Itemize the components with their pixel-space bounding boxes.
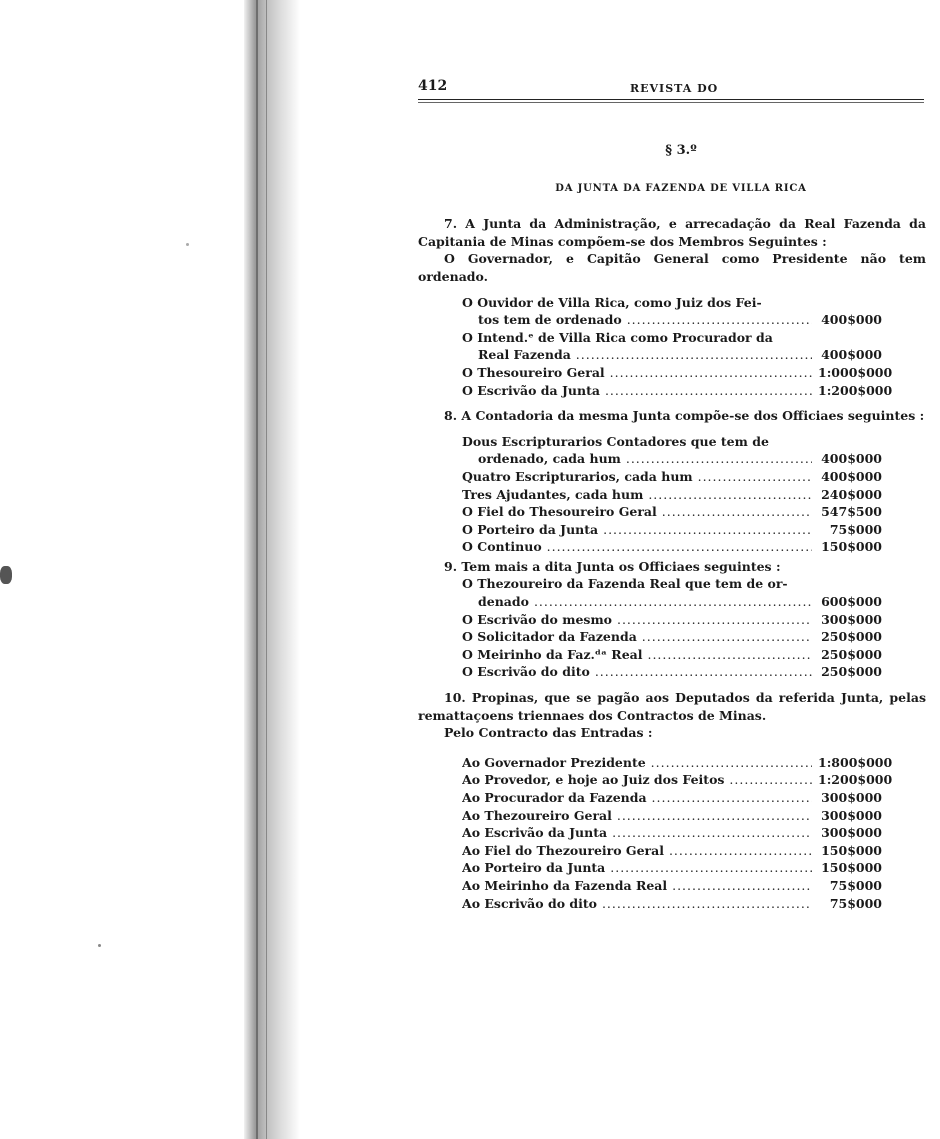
list-item: Ao Escrivão do dito ..... 75$000	[462, 895, 882, 913]
gutter-line	[266, 0, 267, 1139]
list-item: Ao Governador Prezidente ..... 1:800$000	[462, 754, 882, 772]
amount: 547$500	[821, 504, 882, 520]
page-speck	[0, 566, 12, 584]
amount: 400$000	[821, 312, 882, 328]
gutter-line	[256, 0, 258, 1139]
amount: 150$000	[821, 860, 882, 876]
list-item: Ao Porteiro da Junta ..... 150$000	[462, 859, 882, 877]
amount: 300$000	[821, 825, 882, 841]
list-item: Dous Escripturarios Contadores que tem de	[462, 433, 769, 449]
page-speck	[186, 243, 189, 246]
amount: 300$000	[821, 807, 882, 823]
book-gutter-shadow	[244, 0, 300, 1139]
header-rule	[418, 99, 924, 103]
amount: 75$000	[829, 877, 882, 893]
list-item: Real Fazenda ..... 400$000	[462, 346, 882, 364]
page-header	[418, 78, 926, 98]
list-item: O Intend.ᵉ de Villa Rica como Procurador da	[462, 329, 773, 345]
list-item: O Solicitador da Fazenda ..... 250$000	[462, 628, 882, 646]
amount: 75$000	[829, 521, 882, 537]
amount: 250$000	[821, 646, 882, 662]
amount: 240$000	[821, 486, 882, 502]
list-item: O Continuo ..... 150$000	[462, 538, 882, 556]
amount: 300$000	[821, 790, 882, 805]
list-item: tos tem de ordenado ..... 400$000	[462, 311, 882, 329]
paragraph-8: 8. A Contadoria da mesma Junta compõe-se dos Officiaes seguintes :	[444, 408, 925, 424]
list-item: O Thesoureiro Geral ..... 1:000$000	[462, 364, 882, 382]
list-item: Ao Meirinho da Fazenda Real ..... 75$000	[462, 877, 882, 895]
list-item: O Fiel do Thesoureiro Geral ..... 547$500	[462, 503, 882, 521]
paragraph-10: 10. Propinas, que se pagão aos Deputados da referida Junta, pelas remattaçoens triennaes dos Contractos de Minas.	[418, 690, 926, 723]
list-item: Ao Thezoureiro Geral ..... 300$000	[462, 807, 882, 825]
list-item: O Escrivão da Junta ..... 1:200$000	[462, 382, 882, 400]
amount: 300$000	[821, 611, 882, 627]
list-item: O Escrivão do dito ..... 250$000	[462, 663, 882, 681]
list-item: Ao Escrivão da Junta ..... 300$000	[462, 824, 882, 842]
section-heading: DA JUNTA DA FAZENDA DE VILLA RICA	[555, 182, 807, 194]
page-content	[418, 78, 926, 920]
amount: 400$000	[821, 451, 882, 467]
paragraph-7: 7. A Junta da Administração, e arrecadação da Real Fazenda da Capitania de Minas compõem-se dos Membros Seguintes :	[418, 216, 926, 249]
amount: 150$000	[821, 842, 882, 858]
amount: 1:000$000	[818, 364, 893, 380]
list-item: Quatro Escripturarios, cada hum ..... 400$000	[462, 468, 882, 486]
list-10	[462, 754, 893, 912]
list-item: O Thezoureiro da Fazenda Real que tem de or-	[462, 576, 788, 592]
list-item: O Porteiro da Junta ..... 75$000	[462, 521, 882, 539]
amount: 1:200$000	[818, 382, 893, 398]
amount: 75$000	[829, 895, 882, 911]
amount: 250$000	[821, 664, 882, 680]
list-item: Ao Procurador da Fazenda ..... 300$000	[462, 789, 882, 807]
amount: 400$000	[821, 468, 882, 484]
paragraph-7-governor: O Governador, e Capitão General como Presidente não tem ordenado.	[418, 251, 926, 284]
running-title: REVISTA DO	[630, 82, 719, 95]
amount: 400$000	[821, 347, 882, 363]
amount: 250$000	[821, 629, 882, 645]
paragraph-10-sub: Pelo Contracto das Entradas :	[444, 725, 653, 741]
list-9	[462, 575, 882, 681]
list-item: Tres Ajudantes, cada hum ..... 240$000	[462, 486, 882, 504]
list-item: O Escrivão do mesmo ..... 300$000	[462, 611, 882, 629]
page-number: 412	[418, 78, 448, 94]
list-item: Ao Provedor, e hoje ao Juiz dos Feitos ..... 1:200$000	[462, 771, 882, 789]
list-item: O Ouvidor de Villa Rica, como Juiz dos Fei-	[462, 294, 762, 310]
amount: 1:800$000	[818, 754, 893, 770]
list-item: Ao Fiel do Thezoureiro Geral ..... 150$000	[462, 842, 882, 860]
list-8	[462, 433, 882, 556]
section-mark: § 3.º	[665, 143, 697, 158]
list-item: denado ..... 600$000	[462, 593, 882, 611]
amount: 150$000	[821, 539, 882, 555]
list-7	[462, 294, 893, 400]
amount: 600$000	[821, 594, 882, 610]
paragraph-9: 9. Tem mais a dita Junta os Officiaes seguintes :	[444, 558, 781, 574]
list-item: O Meirinho da Faz.ᵈᵃ Real ..... 250$000	[462, 646, 882, 664]
amount: 1:200$000	[818, 772, 893, 788]
page-speck	[98, 944, 101, 947]
list-item: ordenado, cada hum ..... 400$000	[462, 450, 882, 468]
